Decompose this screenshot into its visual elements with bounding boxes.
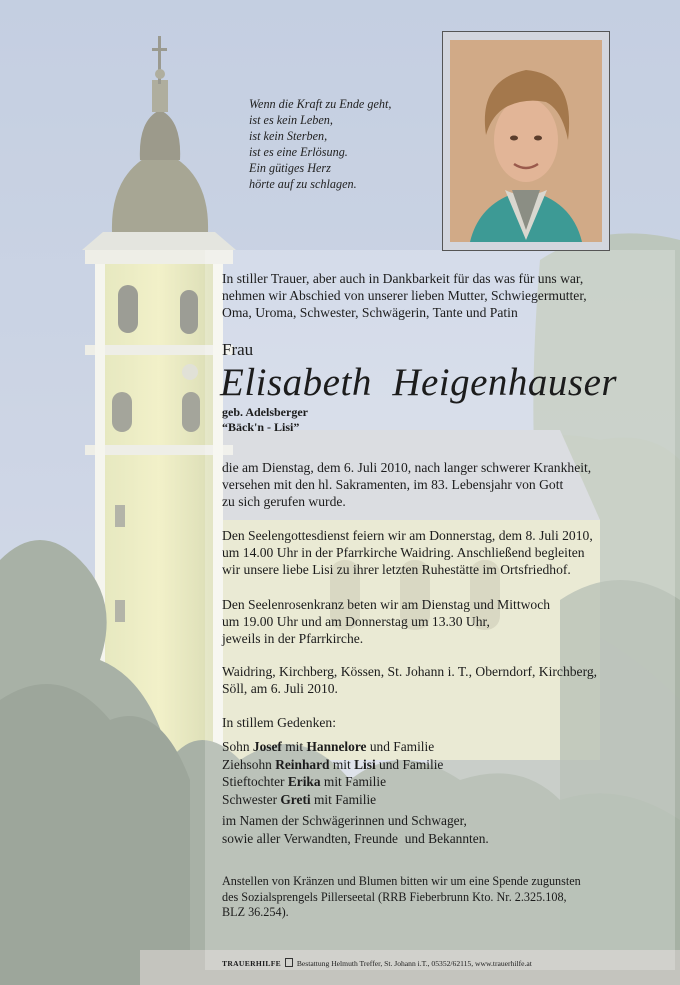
connector-text: mit <box>329 756 355 772</box>
connector-text: und Familie <box>366 739 435 754</box>
mourner-name: Reinhard <box>275 756 330 772</box>
mourner-row <box>222 756 489 774</box>
trauerhilfe-logo-icon <box>285 958 293 967</box>
salutation: Frau <box>222 340 254 359</box>
others-line: im Namen der Schwägerinnen und Schwager, <box>222 813 467 829</box>
rosary-line: jeweils in der Pfarrkirche. <box>222 631 364 646</box>
relation-label: Sohn <box>222 739 253 754</box>
mourner-name: Greti <box>280 791 311 807</box>
rosary-line: Den Seelenrosenkranz beten wir am Dienstag und Mittwoch <box>222 597 551 612</box>
others-line: sowie aller Verwandten, Freunde und Bekannten. <box>222 830 489 846</box>
death-notice-line: die am Dienstag, dem 6. Juli 2010, nach langer schwerer Krankheit, <box>222 460 592 475</box>
mourner-row <box>222 791 489 809</box>
connector-text: mit Familie <box>310 791 377 807</box>
footer <box>222 958 532 968</box>
connector-text: mit <box>281 739 307 754</box>
deceased-name: Elisabeth Heigenhauser <box>220 361 618 404</box>
rosary-paragraph <box>222 596 662 647</box>
connector-text: mit Familie <box>320 774 387 790</box>
donation-line: BLZ 36.254). <box>222 905 289 919</box>
intro-line: nehmen wir Abschied von unserer lieben Mutter, Schwiegermutter, <box>222 288 587 303</box>
poem-line: ist es kein Leben, <box>249 113 333 127</box>
mourner-name: Hannelore <box>306 739 367 754</box>
death-notice-paragraph <box>222 459 662 510</box>
intro-line: Oma, Uroma, Schwester, Schwägerin, Tante und Patin <box>222 305 518 320</box>
mourners-list <box>222 738 489 848</box>
poem-line: Ein gütiges Herz <box>249 161 331 175</box>
funeral-line: wir unsere liebe Lisi zu ihrer letzten Ruhestätte im Ortsfriedhof. <box>222 562 571 577</box>
portrait-photo <box>450 40 602 242</box>
connector-text: und Familie <box>375 756 444 772</box>
poem-line: ist es eine Erlösung. <box>249 145 348 159</box>
place-date-line: Waidring, Kirchberg, Kössen, St. Johann i. T., Oberndorf, Kirchberg, <box>222 664 598 679</box>
poem-line: Wenn die Kraft zu Ende geht, <box>249 97 392 111</box>
donation-line: Anstellen von Kränzen und Blumen bitten wir um eine Spende zugunsten <box>222 874 581 888</box>
birth-name: geb. Adelsberger <box>222 405 308 419</box>
nickname: “Bäck'n - Lisi” <box>222 420 300 434</box>
death-notice-line: zu sich gerufen wurde. <box>222 494 346 509</box>
poem-line: ist kein Sterben, <box>249 129 328 143</box>
poem <box>249 96 391 192</box>
death-notice-line: versehen mit den hl. Sakramenten, im 83. Lebensjahr von Gott <box>222 477 564 492</box>
donation-note <box>222 874 581 921</box>
mourner-row <box>222 773 489 791</box>
funeral-line: Den Seelengottesdienst feiern wir am Donnerstag, dem 8. Juli 2010, <box>222 528 593 543</box>
mourner-name: Lisi <box>354 756 376 772</box>
rosary-line: um 19.00 Uhr und am Donnerstag um 13.30 Uhr, <box>222 614 490 629</box>
mourners-heading: In stillem Gedenken: <box>222 715 337 730</box>
mourner-name: Josef <box>252 739 282 754</box>
mourner-row <box>222 738 489 756</box>
place-date-line: Söll, am 6. Juli 2010. <box>222 681 338 696</box>
relation-label: Schwester <box>222 791 281 807</box>
footer-text: Bestattung Helmuth Treffer, St. Johann i.T., 05352/62115, www.trauerhilfe.at <box>296 959 532 968</box>
portrait-photo-frame <box>442 31 610 251</box>
funeral-line: um 14.00 Uhr in der Pfarrkirche Waidring. Anschließend begleiten <box>222 545 585 560</box>
poem-line: hörte auf zu schlagen. <box>249 177 357 191</box>
intro-line: In stiller Trauer, aber auch in Dankbarkeit für das was für uns war, <box>222 271 584 286</box>
intro-paragraph <box>222 270 662 321</box>
relation-label: Ziehsohn <box>222 756 276 772</box>
donation-line: des Sozialsprengels Pillerseetal (RRB Fieberbrunn Kto. Nr. 2.325.108, <box>222 889 567 904</box>
place-date-paragraph <box>222 663 662 697</box>
name-details <box>222 405 308 435</box>
mourner-name: Erika <box>287 774 321 790</box>
funeral-paragraph <box>222 527 662 578</box>
footer-brand: TRAUERHILFE <box>222 959 281 968</box>
relation-label: Stieftochter <box>222 774 288 790</box>
